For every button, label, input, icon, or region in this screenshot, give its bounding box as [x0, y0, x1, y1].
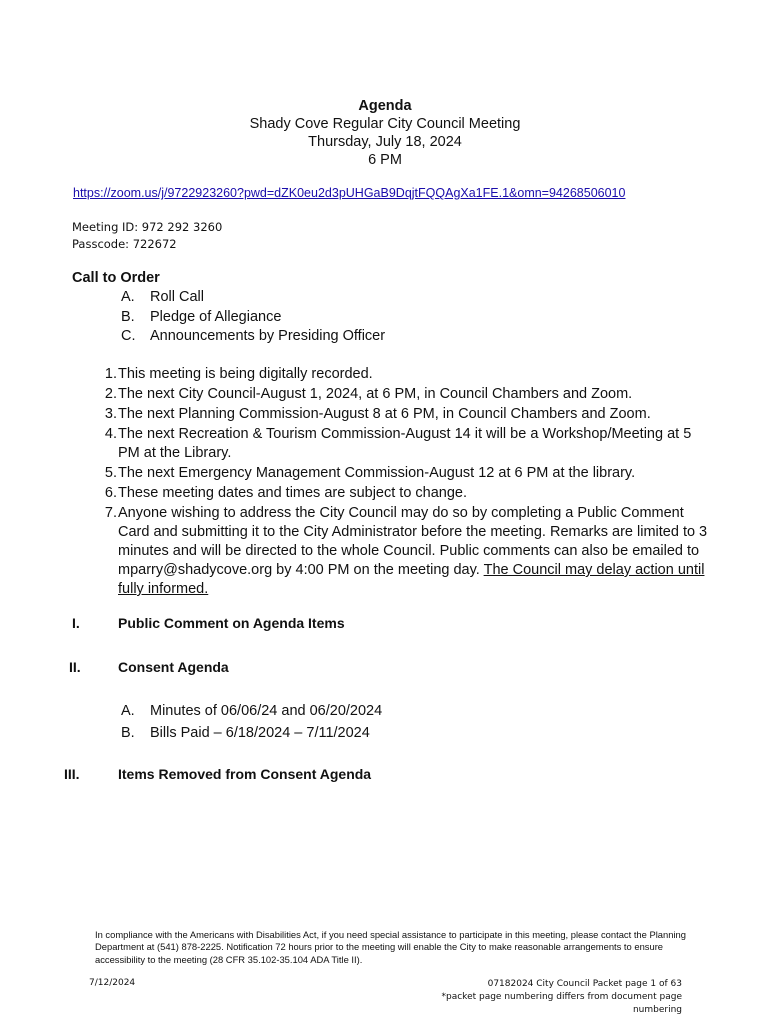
agenda-header [0, 97, 770, 169]
agenda-title: Agenda [358, 98, 412, 114]
passcode: Passcode: 722672 [72, 237, 177, 251]
call-to-order-list [121, 288, 385, 347]
ada-notice: In compliance with the Americans with Disabilities Act, if you need special assistance to participate in this meeting, please contact the Planning Department at (541) 878-2225. Notification 72 hours prior to the meeting will enable the City to make reasonable arrangements to ensure accessibility to the meeting (28 CFR 35.102-35.104 ADA Title II). [95, 929, 686, 965]
footer-packet-info [400, 978, 682, 1017]
list-item: 5. The next Emergency Management Commission-August 12 at 6 PM at the library. [104, 465, 636, 481]
meeting-credentials [72, 219, 222, 253]
footer-date: 7/12/2024 [89, 978, 136, 988]
list-item: 4. The next Recreation & Tourism Commission-August 14 it will be a Workshop/Meeting at 5 PM at the Library. [104, 426, 692, 461]
packet-page: 07182024 City Council Packet page 1 of 63 [487, 979, 682, 989]
meeting-time: 6 PM [368, 152, 402, 168]
list-item: B. Pledge of Allegiance [121, 308, 282, 325]
list-item: 7. Anyone wishing to address the City Council may do so by completing a Public Comment Card and submitting it to the City Administrator before the meeting. Remarks are limited to 3 minutes and will be directed to the whole Council. Public comments can also be emailed to mparry@shadycove.org by 4:00 PM on the meeting day. The Council may delay action until fully informed. [104, 505, 708, 597]
packet-note: *packet page numbering differs from document page numbering [441, 992, 682, 1015]
meeting-name: Shady Cove Regular City Council Meeting [249, 116, 521, 132]
list-item: A. Minutes of 06/06/24 and 06/20/2024 [121, 703, 383, 719]
list-item: 6. These meeting dates and times are subject to change. [104, 485, 468, 501]
consent-agenda-list [121, 700, 382, 744]
list-item: C. Announcements by Presiding Officer [121, 328, 386, 344]
list-item: 1. This meeting is being digitally recorded. [104, 366, 373, 382]
zoom-link[interactable]: https://zoom.us/j/9722923260?pwd=dZK0eu2d3pUHGaB9DqjtFQQAgXa1FE.1&omn=94268506010 [73, 186, 626, 200]
list-item: 2. The next City Council-August 1, 2024, at 6 PM, in Council Chambers and Zoom. [104, 386, 633, 402]
list-item: 3. The next Planning Commission-August 8 at 6 PM, in Council Chambers and Zoom. [104, 406, 651, 422]
meeting-date: Thursday, July 18, 2024 [308, 134, 462, 150]
list-item: A. Roll Call [121, 289, 204, 305]
underlined-note: The Council may delay action until fully informed. [118, 562, 705, 597]
list-item: B. Bills Paid – 6/18/2024 – 7/11/2024 [121, 725, 370, 741]
meeting-id: Meeting ID: 972 292 3260 [72, 220, 223, 234]
call-to-order-heading: Call to Order [72, 270, 160, 286]
announcements-list [95, 365, 710, 600]
